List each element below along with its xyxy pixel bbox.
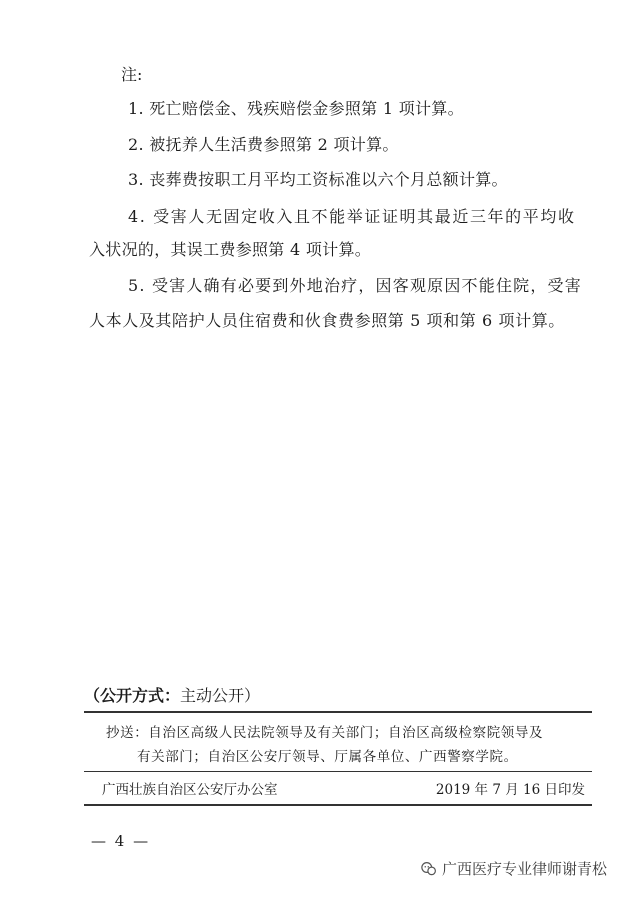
note-item-2: 2. 被抚养人生活费参照第 2 项计算。 xyxy=(128,135,399,154)
divider-top xyxy=(84,711,592,713)
note-item-4-line-1: 4. 受害人无固定收入且不能举证证明其最近三年的平均收 xyxy=(128,207,576,226)
page-number: — 4 — xyxy=(91,832,151,850)
wechat-icon xyxy=(420,860,438,878)
note-item-3: 3. 丧葬费按职工月平均工资标准以六个月总额计算。 xyxy=(128,170,508,189)
note-item-5-line-1: 5. 受害人确有必要到外地治疗，因客观原因不能住院，受害 xyxy=(128,276,582,295)
disclosure-method xyxy=(84,683,260,706)
note-item-5-line-2: 人本人及其陪护人员住宿费和伙食费参照第 5 项和第 6 项计算。 xyxy=(89,311,565,330)
divider-middle xyxy=(84,771,592,772)
watermark-text: 广西医疗专业律师谢青松 xyxy=(442,860,608,878)
notes-heading: 注: xyxy=(121,65,143,84)
issuer: 广西壮族自治区公安厅办公室 xyxy=(102,782,278,798)
disclosure-label: （公开方式： xyxy=(84,686,181,705)
note-item-4-line-2: 入状况的，其误工费参照第 4 项计算。 xyxy=(89,240,372,259)
disclosure-value: 主动公开） xyxy=(180,686,261,705)
issue-date: 2019 年 7 月 16 日印发 xyxy=(435,782,585,798)
divider-bottom xyxy=(84,804,592,806)
cc-line-2: 有关部门；自治区公安厅领导、厅属各单位、广西警察学院。 xyxy=(137,749,518,765)
cc-line-1: 抄送：自治区高级人民法院领导及有关部门；自治区高级检察院领导及 xyxy=(106,725,544,741)
note-item-1: 1. 死亡赔偿金、残疾赔偿金参照第 1 项计算。 xyxy=(128,99,464,118)
watermark xyxy=(420,858,607,879)
